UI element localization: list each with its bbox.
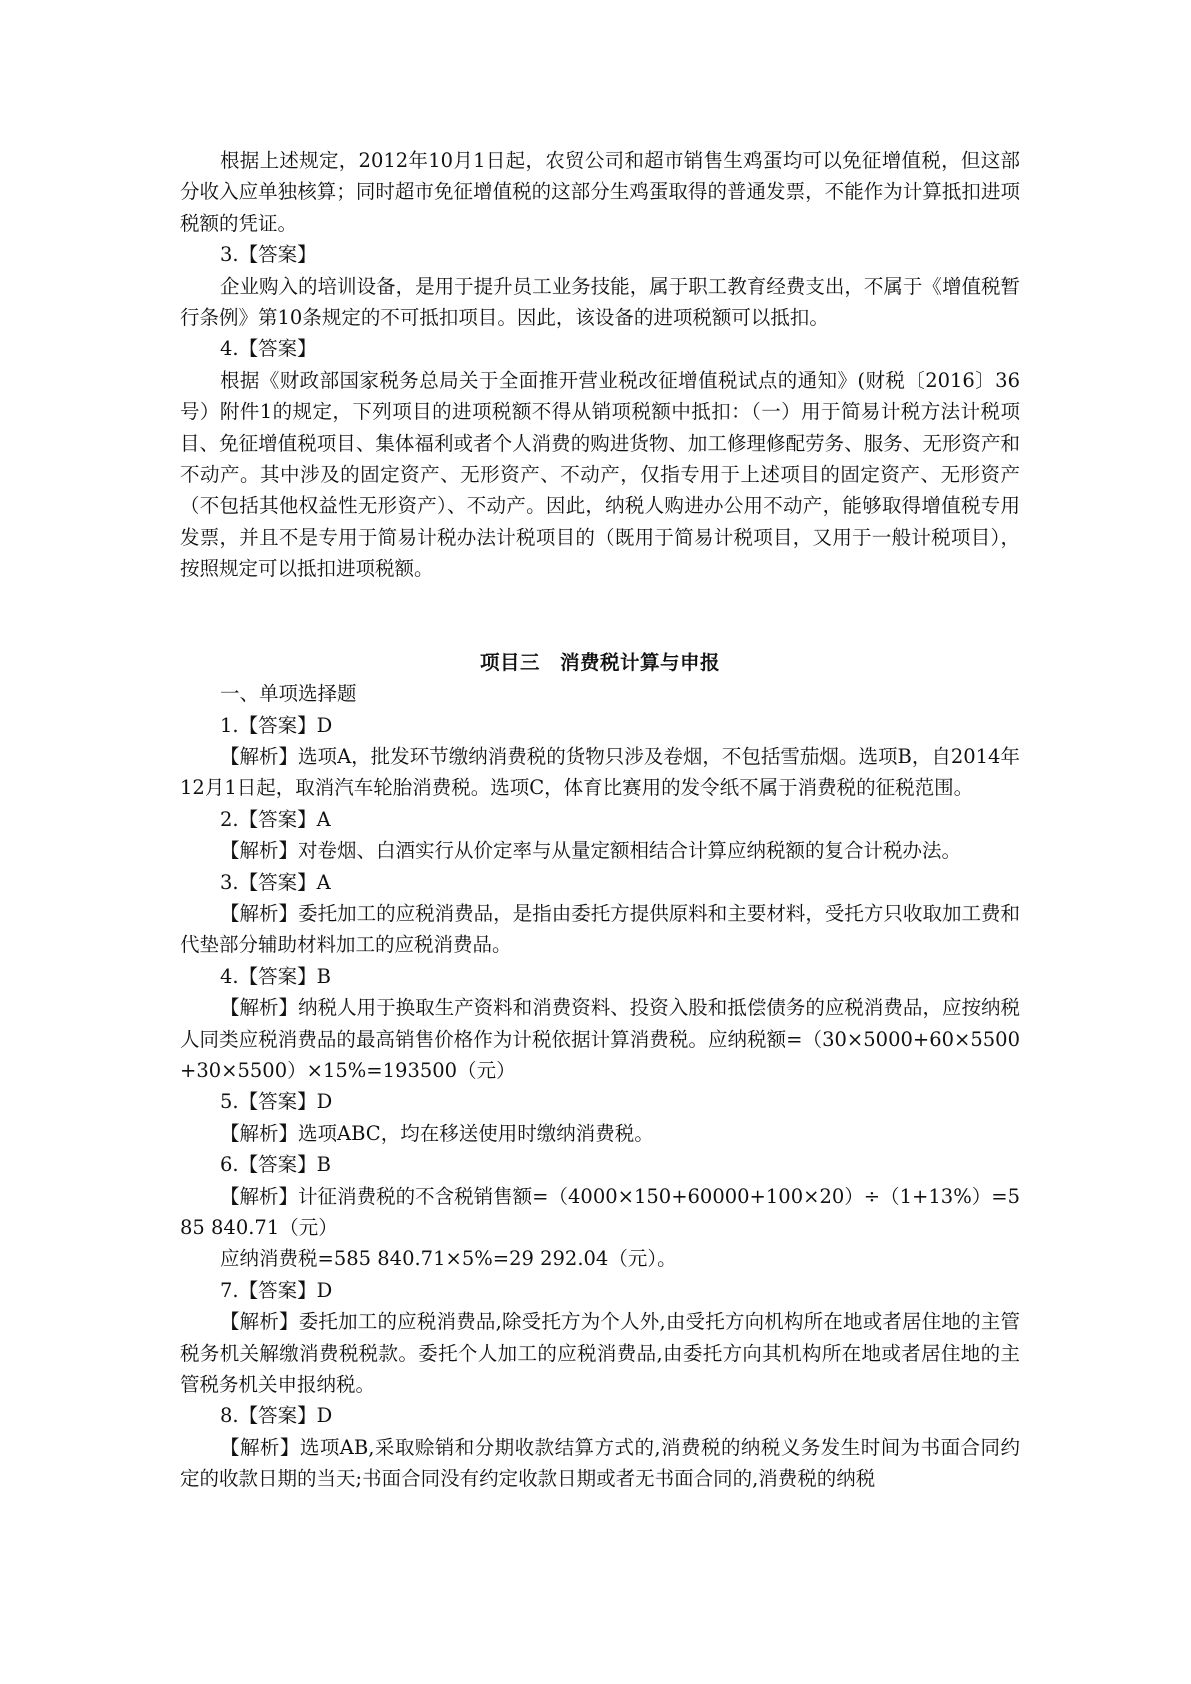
analysis-tag: 【解析】 [220, 744, 299, 768]
item-7-answer: 7.【答案】D [220, 1278, 333, 1302]
item-6-answer: 6.【答案】B [220, 1153, 331, 1177]
analysis-tag: 【解析】 [220, 1184, 299, 1208]
item-5-answer: 5.【答案】D [220, 1090, 333, 1114]
section-title: 项目三 消费税计算与申报 [479, 650, 720, 674]
item-8-analysis [180, 1432, 1020, 1495]
analysis-text: 对卷烟、白酒实行从价定率与从量定额相结合计算应纳税额的复合计税办法。 [298, 839, 962, 863]
section-subtitle: 一、单项选择题 [220, 682, 357, 706]
answer-4-label: 4.【答案】 [220, 337, 317, 361]
item-3-answer: 3.【答案】A [220, 870, 331, 894]
analysis-text: 选项A，批发环节缴纳消费税的货物只涉及卷烟，不包括雪茄烟。选项B，自2014年12月1日起，取消汽车轮胎消费税。选项C，体育比赛用的发令纸不属于消费税的征税范围。 [180, 744, 1020, 800]
analysis-text: 委托加工的应税消费品,除受托方为个人外,由受托方向机构所在地或者居住地的主管税务机关解缴消费税税款。委托个人加工的应税消费品,由委托方向其机构所在地或者居住地的主管税务机关申报纳税。 [180, 1310, 1020, 1397]
analysis-text: 纳税人用于换取生产资料和消费资料、投资入股和抵偿债务的应税消费品，应按纳税人同类应税消费品的最高销售价格作为计税依据计算消费税。应纳税额=（30×5000+60×5500+30×5500）×15%=193500（元） [180, 996, 1020, 1082]
item-4-analysis [180, 992, 1020, 1086]
item-5-analysis [180, 1118, 1020, 1149]
analysis-text: 委托加工的应税消费品，是指由委托方提供原料和主要材料，受托方只收取加工费和代垫部分辅助材料加工的应税消费品。 [180, 901, 1020, 957]
item-6-analysis [180, 1181, 1020, 1244]
analysis-tag: 【解析】 [220, 1310, 299, 1334]
answer-4-text: 根据《财政部国家税务总局关于全面推开营业税改征增值税试点的通知》(财税〔2016〕36号）附件1的规定，下列项目的进项税额不得从销项税额中抵扣：（一）用于简易计税方法计税项目、免征增值税项目、集体福利或者个人消费的购进货物、加工修理修配劳务、服务、无形资产和不动产。其中涉及的固定资产、无形资产、不动产，仅指专用于上述项目的固定资产、无形资产（不包括其他权益性无形资产）、不动产。因此，纳税人购进办公用不动产，能够取得增值税专用发票，并且不是专用于简易计税办法计税项目的（既用于简易计税项目，又用于一般计税项目），按照规定可以抵扣进项税额。 [180, 368, 1020, 581]
answer-3-text: 企业购入的培训设备，是用于提升员工业务技能，属于职工教育经费支出，不属于《增值税暂行条例》第10条规定的不可抵扣项目。因此，该设备的进项税额可以抵扣。 [180, 274, 1020, 330]
answer-3-label: 3.【答案】 [220, 243, 317, 267]
analysis-tag: 【解析】 [220, 839, 299, 863]
analysis-text: 选项ABC，均在移送使用时缴纳消费税。 [298, 1121, 654, 1145]
analysis-tag: 【解析】 [220, 1121, 299, 1145]
item-6-extra: 应纳消费税=585 840.71×5%=29 292.04（元）。 [220, 1247, 677, 1271]
item-1-answer: 1.【答案】D [220, 713, 333, 737]
analysis-tag: 【解析】 [220, 901, 299, 925]
item-2-analysis [180, 835, 1020, 866]
item-8-answer: 8.【答案】D [220, 1404, 333, 1428]
item-7-analysis [180, 1306, 1020, 1400]
analysis-tag: 【解析】 [220, 1435, 300, 1459]
item-4-answer: 4.【答案】B [220, 964, 331, 988]
analysis-text: 选项AB,采取赊销和分期收款结算方式的,消费税的纳税义务发生时间为书面合同约定的收款日期的当天;书面合同没有约定收款日期或者无书面合同的,消费税的纳税 [180, 1435, 1020, 1491]
section-spacer [180, 585, 1020, 647]
document-page [180, 145, 1020, 1495]
item-2-answer: 2.【答案】A [220, 807, 331, 831]
item-3-analysis [180, 898, 1020, 961]
paragraph-egg-tax: 根据上述规定，2012年10月1日起，农贸公司和超市销售生鸡蛋均可以免征增值税，但这部分收入应单独核算；同时超市免征增值税的这部分生鸡蛋取得的普通发票，不能作为计算抵扣进项税额的凭证。 [180, 149, 1020, 235]
analysis-tag: 【解析】 [220, 996, 299, 1020]
analysis-text: 计征消费税的不含税销售额=（4000×150+60000+100×20）÷（1+13%）=585 840.71（元） [180, 1184, 1020, 1239]
item-1-analysis [180, 741, 1020, 804]
